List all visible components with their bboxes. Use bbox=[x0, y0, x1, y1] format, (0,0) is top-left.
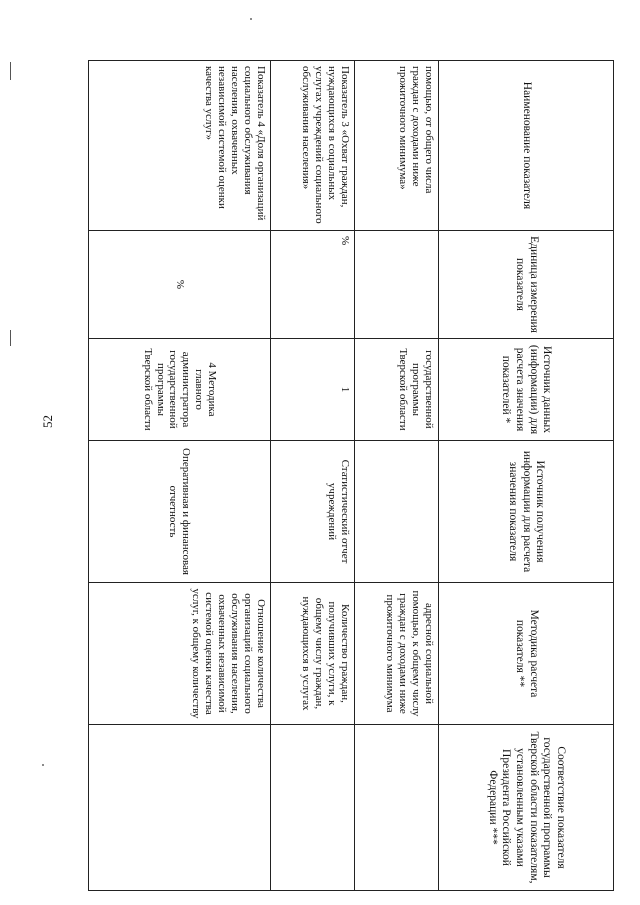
indicator-info-source: Оперативная и финансовая отчетность bbox=[89, 441, 271, 583]
header-compliance: Соответствие показателя государственной программы Тверской области показателям, установленным указами Президента Российской Федерации *** bbox=[439, 725, 614, 891]
page-number: 52 bbox=[40, 415, 55, 428]
indicator-data-source: 1 bbox=[271, 339, 355, 441]
indicator-unit bbox=[355, 231, 439, 339]
indicator-name: помощью, от общего числа граждан с доходами ниже прожиточного минимума» bbox=[355, 61, 439, 231]
table-row bbox=[89, 61, 271, 891]
indicator-name: Показатель 3 «Охват граждан, нуждающихся в социальных услугах учреждений социального обслуживания населения» bbox=[271, 61, 355, 231]
header-data-source: Источник данных (информации) для расчета значения показателей * bbox=[439, 339, 614, 441]
header-method: Методика расчета показателя ** bbox=[439, 583, 614, 725]
indicator-table bbox=[88, 60, 614, 891]
margin-mark bbox=[10, 330, 11, 346]
indicator-name: Показатель 4 «Доля организаций социального обслуживания населения, охваченных независимой системой оценки качества услуг» bbox=[89, 61, 271, 231]
indicator-compliance bbox=[271, 725, 355, 891]
indicator-table-rotated bbox=[89, 60, 614, 890]
margin-mark bbox=[10, 62, 11, 80]
indicator-unit: % bbox=[89, 231, 271, 339]
table-row bbox=[355, 61, 439, 891]
indicator-method: адресной социальной помощью, к общему числу граждан с доходами ниже прожиточного минимума bbox=[355, 583, 439, 725]
indicator-data-source: государственной программы Тверской области bbox=[355, 339, 439, 441]
scan-speck bbox=[250, 18, 252, 20]
indicator-info-source bbox=[355, 441, 439, 583]
indicator-info-source: Статистический отчет учреждений bbox=[271, 441, 355, 583]
indicator-method: Количество граждан, получивших услуги, к общему числу граждан, нуждающихся в услугах bbox=[271, 583, 355, 725]
header-info-source: Источник получения информации для расчета значения показателя bbox=[439, 441, 614, 583]
indicator-method: Отношение количества организаций социального обслуживания населения, охваченных независимой системой оценки качества услуг, к общему количеству bbox=[89, 583, 271, 725]
header-row bbox=[439, 61, 614, 891]
indicator-data-source: 4 Методика главного администратора государственной программы Тверской области bbox=[89, 339, 271, 441]
indicator-compliance bbox=[89, 725, 271, 891]
table-row bbox=[271, 61, 355, 891]
indicator-compliance bbox=[355, 725, 439, 891]
header-name: Наименование показателя bbox=[439, 61, 614, 231]
scan-speck bbox=[42, 764, 44, 766]
indicator-unit: % bbox=[271, 231, 355, 339]
header-unit: Единица измерения показателя bbox=[439, 231, 614, 339]
